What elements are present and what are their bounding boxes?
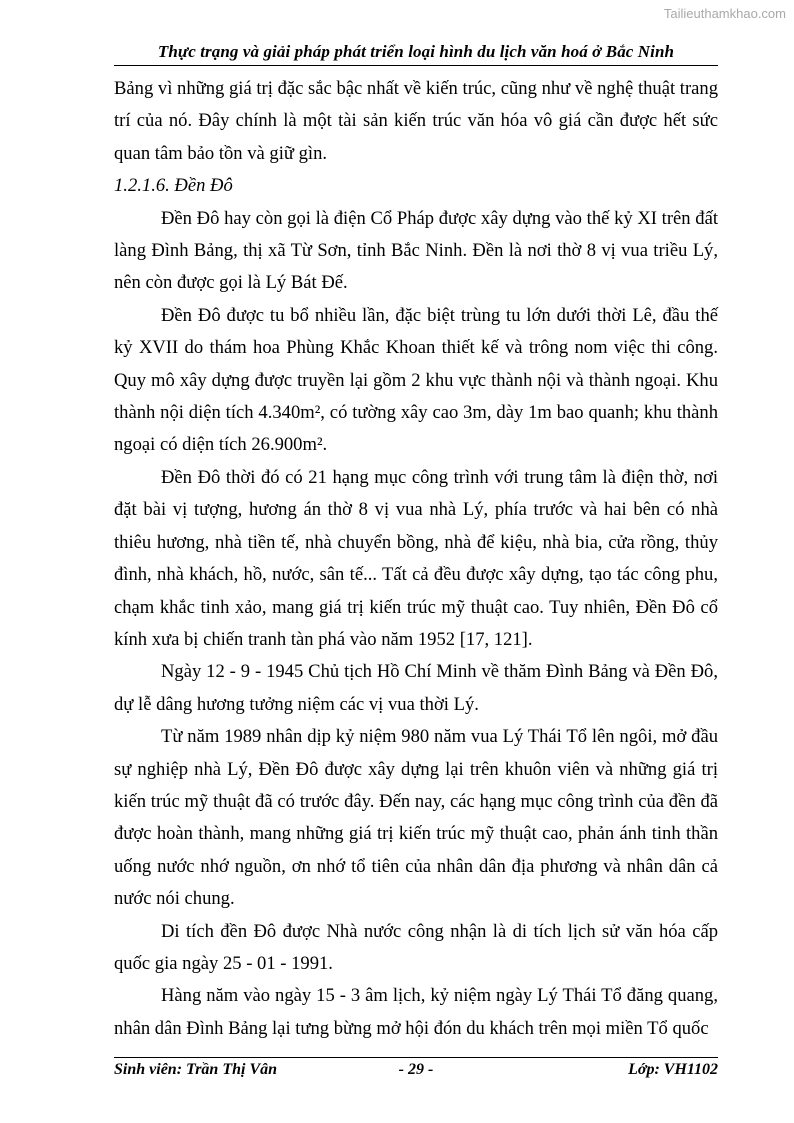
running-header: Thực trạng và giải pháp phát triển loại hình du lịch văn hoá ở Bắc Ninh xyxy=(157,42,675,61)
section-heading: 1.2.1.6. Đền Đô xyxy=(114,175,233,197)
paragraph: Ngày 12 - 9 - 1945 Chủ tịch Hồ Chí Minh về thăm Đình Bảng và Đền Đô, dự lễ dâng hương tưởng niệm các vị vua thời Lý. xyxy=(114,661,718,715)
footer-student: Sinh viên: Trần Thị Vân xyxy=(114,1061,278,1078)
page-body xyxy=(114,73,718,1045)
footer-rule xyxy=(114,1057,718,1058)
paragraph: Đền Đô được tu bổ nhiều lần, đặc biệt trùng tu lớn dưới thời Lê, đầu thế kỷ XVII do thám hoa Phùng Khắc Khoan thiết kế và trông nom việc thi công. Quy mô xây dựng được truyền lại gồm 2 khu vực thành nội và thành ngoại. Khu thành nội diện tích 4.340m², có tường xây cao 3m, dày 1m bao quanh; khu thành ngoại có diện tích 26.900m². xyxy=(114,304,718,456)
watermark: Tailieuthamkhao.com xyxy=(663,6,786,21)
paragraph: Đền Đô thời đó có 21 hạng mục công trình với trung tâm là điện thờ, nơi đặt bài vị tượng, hương án thờ 8 vị vua nhà Lý, phía trước và hai bên có nhà thiêu hương, nhà tiền tế, nhà chuyển bồng, nhà để kiệu, nhà bia, cửa rồng, thủy đình, nhà khách, hồ, nước, sân tế... Tất cả đều được xây dựng, tạo tác công phu, chạm khắc tinh xảo, mang giá trị kiến trúc mỹ thuật cao. Tuy nhiên, Đền Đô cổ kính xưa bị chiến tranh tàn phá vào năm 1952 [17, 121]. xyxy=(114,466,718,650)
paragraph: Hàng năm vào ngày 15 - 3 âm lịch, kỷ niệm ngày Lý Thái Tổ đăng quang, nhân dân Đình Bảng lại tưng bừng mở hội đón du khách trên mọi miền Tổ quốc xyxy=(114,985,718,1039)
paragraph: Di tích đền Đô được Nhà nước công nhận là di tích lịch sử văn hóa cấp quốc gia ngày 25 - 01 - 1991. xyxy=(114,920,718,974)
footer-page-number: - 29 - xyxy=(398,1061,434,1078)
footer-class: Lớp: VH1102 xyxy=(628,1061,718,1078)
paragraph-continuation: Bảng vì những giá trị đặc sắc bậc nhất về kiến trúc, cũng như về nghệ thuật trang trí của nó. Đây chính là một tài sản kiến trúc văn hóa vô giá cần được hết sức quan tâm bảo tồn và giữ gìn. xyxy=(114,78,718,164)
header-rule xyxy=(114,65,718,66)
paragraph: Từ năm 1989 nhân dịp kỷ niệm 980 năm vua Lý Thái Tổ lên ngôi, mở đầu sự nghiệp nhà Lý, Đền Đô được xây dựng lại trên khuôn viên và những giá trị kiến trúc mỹ thuật đã có trước đây. Đến nay, các hạng mục công trình của đền đã được hoàn thành, mang những giá trị kiến trúc mỹ thuật cao, phản ánh tinh thần uống nước nhớ nguồn, ơn nhớ tổ tiên của nhân dân địa phương và nhân dân cả nước nói chung. xyxy=(114,726,718,910)
paragraph: Đền Đô hay còn gọi là điện Cổ Pháp được xây dựng vào thế kỷ XI trên đất làng Đình Bảng, thị xã Từ Sơn, tỉnh Bắc Ninh. Đền là nơi thờ 8 vị vua triều Lý, nên còn được gọi là Lý Bát Đế. xyxy=(114,207,718,294)
